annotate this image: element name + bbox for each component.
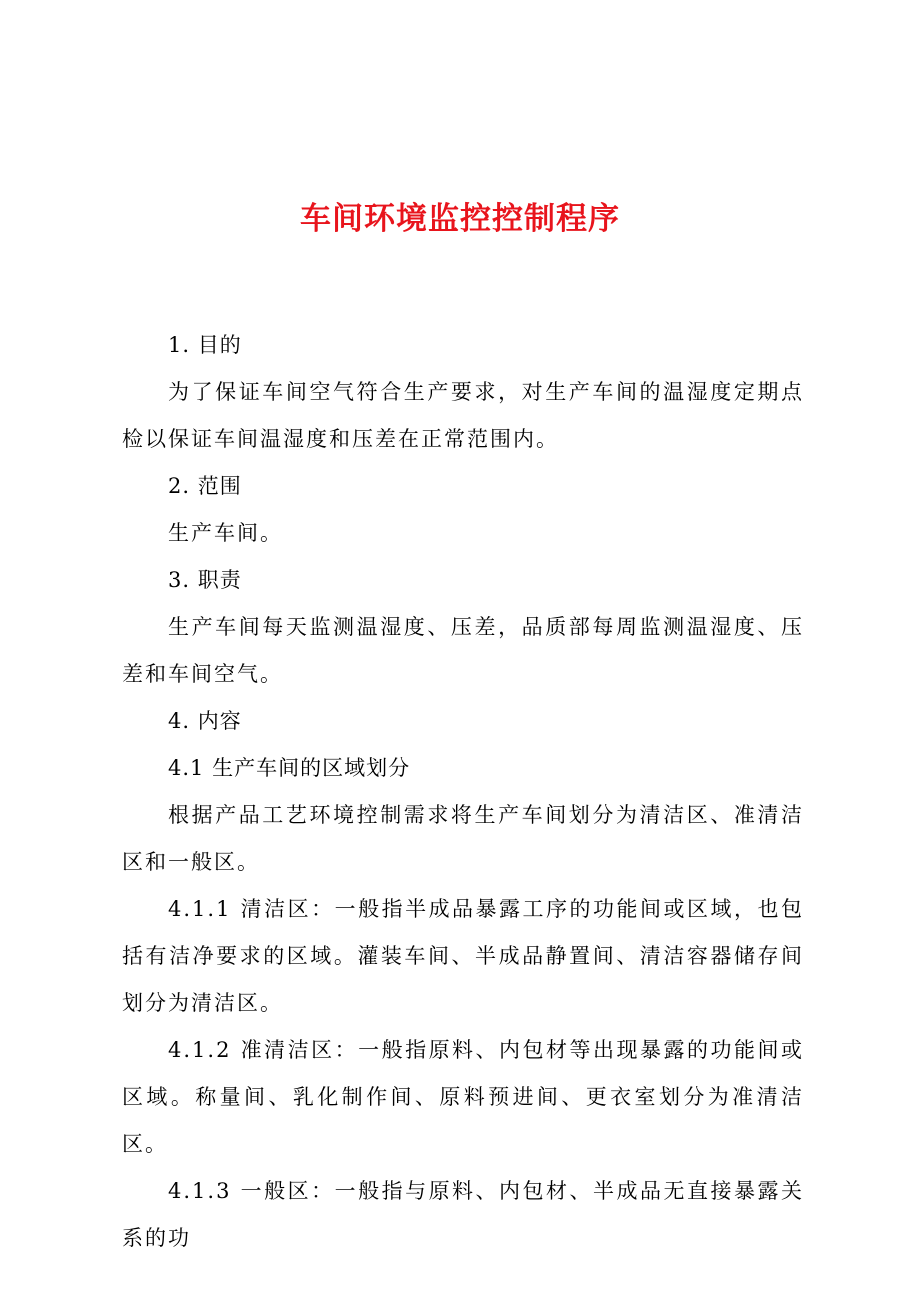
subsection-heading-area-division: 4.1 生产车间的区域划分 <box>168 756 411 780</box>
paragraph-semi-clean-area: 4.1.2 准清洁区：一般指原料、内包材等出现暴露的功能间或区域。称量间、乳化制作间、原料预进间、更衣室划分为准清洁区。 <box>122 1038 804 1156</box>
paragraph-area-division: 根据产品工艺环境控制需求将生产车间划分为清洁区、准清洁区和一般区。 <box>122 803 804 874</box>
paragraph-clean-area: 4.1.1 清洁区：一般指半成品暴露工序的功能间或区域，也包括有洁净要求的区域。灌装车间、半成品静置间、清洁容器储存间划分为清洁区。 <box>122 897 804 1015</box>
section-heading-content: 4. 内容 <box>168 709 242 733</box>
section-heading-purpose: 1. 目的 <box>168 333 242 357</box>
document-body <box>122 322 804 1262</box>
paragraph-scope: 生产车间。 <box>168 521 283 545</box>
paragraph-responsibilities: 生产车间每天监测温湿度、压差，品质部每周监测温湿度、压差和车间空气。 <box>122 615 804 686</box>
paragraph-purpose: 为了保证车间空气符合生产要求，对生产车间的温湿度定期点检以保证车间温湿度和压差在正常范围内。 <box>122 380 804 451</box>
paragraph-general-area: 4.1.3 一般区：一般指与原料、内包材、半成品无直接暴露关系的功 <box>122 1179 804 1250</box>
section-heading-responsibilities: 3. 职责 <box>168 568 242 592</box>
document-title: 车间环境监控控制程序 <box>300 201 620 237</box>
section-heading-scope: 2. 范围 <box>168 474 242 498</box>
